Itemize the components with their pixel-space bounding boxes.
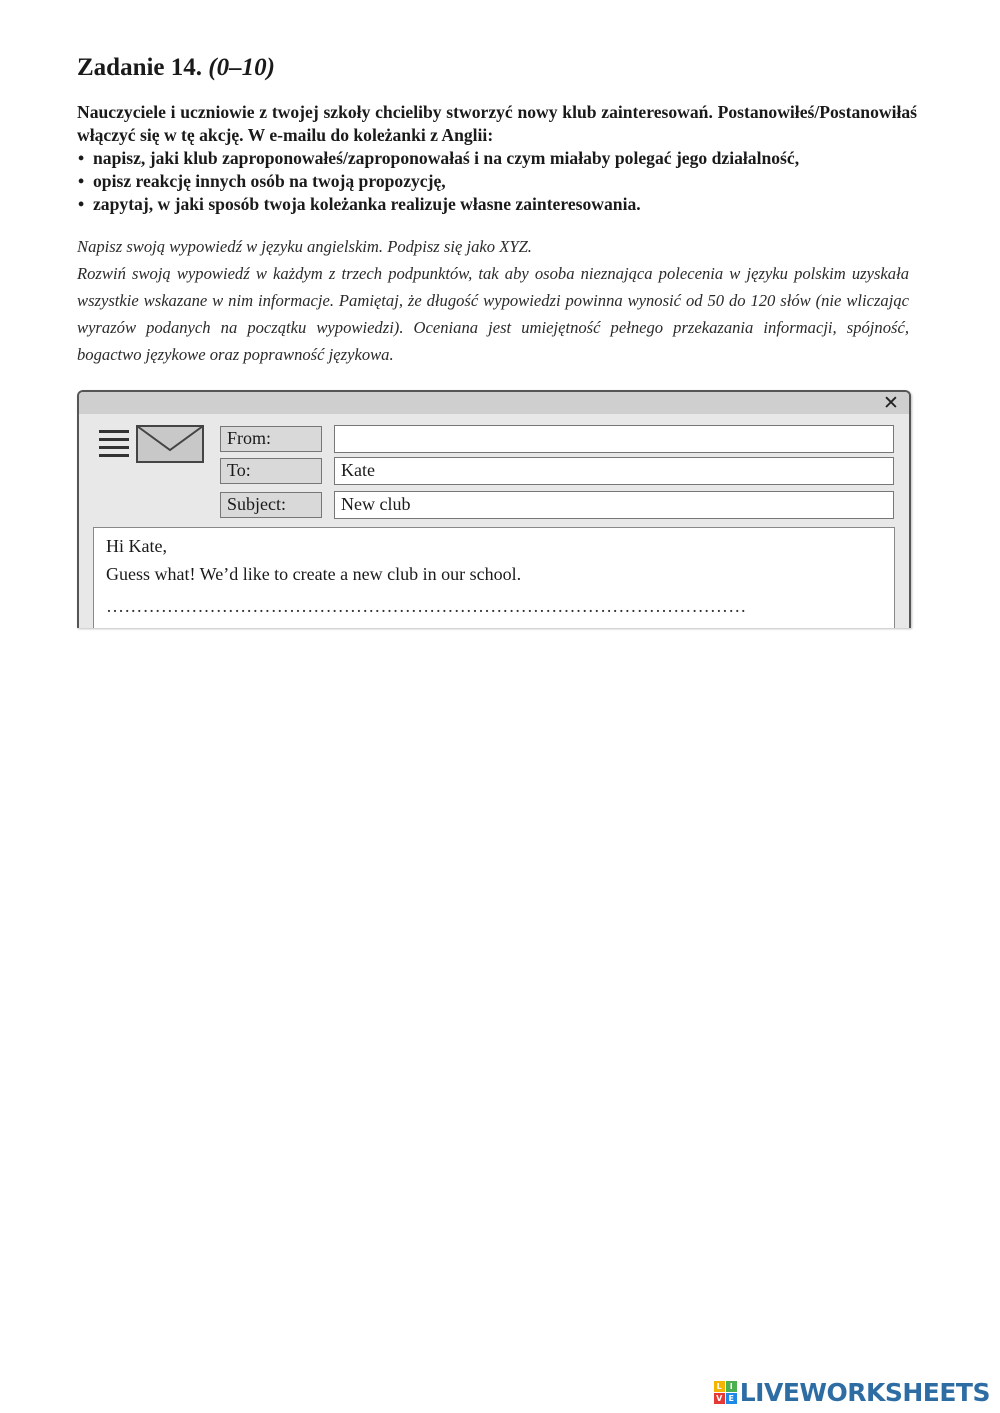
task-bullet: • zapytaj, w jaki sposób twoja koleżanka realizuje własne zainteresowania. [77,193,917,216]
task-bullet: • napisz, jaki klub zaproponowałeś/zaproponowałaś i na czym miałaby polegać jego działalność, [77,147,917,170]
answer-line[interactable]: …………………………………………………………………………………………… [106,596,747,616]
subject-field[interactable]: New club [334,491,894,519]
task-title [77,54,275,82]
email-window [77,390,911,628]
logo-block: E [726,1393,737,1404]
task-points: (0–10) [208,54,275,81]
task-number: Zadanie 14. [77,54,203,81]
from-field[interactable] [334,425,894,453]
email-titlebar [79,392,909,414]
logo-block: I [726,1381,737,1392]
to-label: To: [220,458,322,484]
logo-block: V [714,1393,725,1404]
to-field[interactable]: Kate [334,457,894,485]
task-note-sign: Napisz swoją wypowiedź w języku angielskim. Podpisz się jako XYZ. [77,237,532,256]
subject-label: Subject: [220,492,322,518]
liveworksheets-logo [714,1378,990,1407]
email-opening-line: Guess what! We’d like to create a new club in our school. [106,564,522,584]
task-instructions [77,101,917,216]
menu-icon [99,430,129,458]
email-body[interactable] [93,527,895,628]
task-intro: Nauczyciele i uczniowie z twojej szkoły chcieliby stworzyć nowy klub zainteresowań. Postanowiłeś/Postanowiłaś włączyć się w tę akcję. W e-mailu do koleżanki z Anglii: [77,102,917,145]
close-icon[interactable]: ✕ [883,392,899,414]
from-label: From: [220,426,322,452]
logo-blocks [714,1381,737,1404]
task-note-rules: Rozwiń swoją wypowiedź w każdym z trzech podpunktów, tak aby osoba nieznająca polecenia w języku polskim uzyskała wszystkie wskazane w nim informacje. Pamiętaj, że długość wypowiedzi powinna wynosić od 50 do 120 słów (nie wliczając wyrazów podanych na początku wypowiedzi). Oceniana jest umiejętność pełnego przekazania informacji, spójność, bogactwo językowe oraz poprawność językowa. [77,264,909,364]
email-greeting: Hi Kate, [106,536,167,556]
logo-text: LIVEWORKSHEETS [739,1378,990,1407]
task-bullet-list [77,147,917,216]
logo-block: L [714,1381,725,1392]
task-bullet: • opisz reakcję innych osób na twoją propozycję, [77,170,917,193]
task-notes [77,233,909,368]
envelope-icon [136,425,204,463]
